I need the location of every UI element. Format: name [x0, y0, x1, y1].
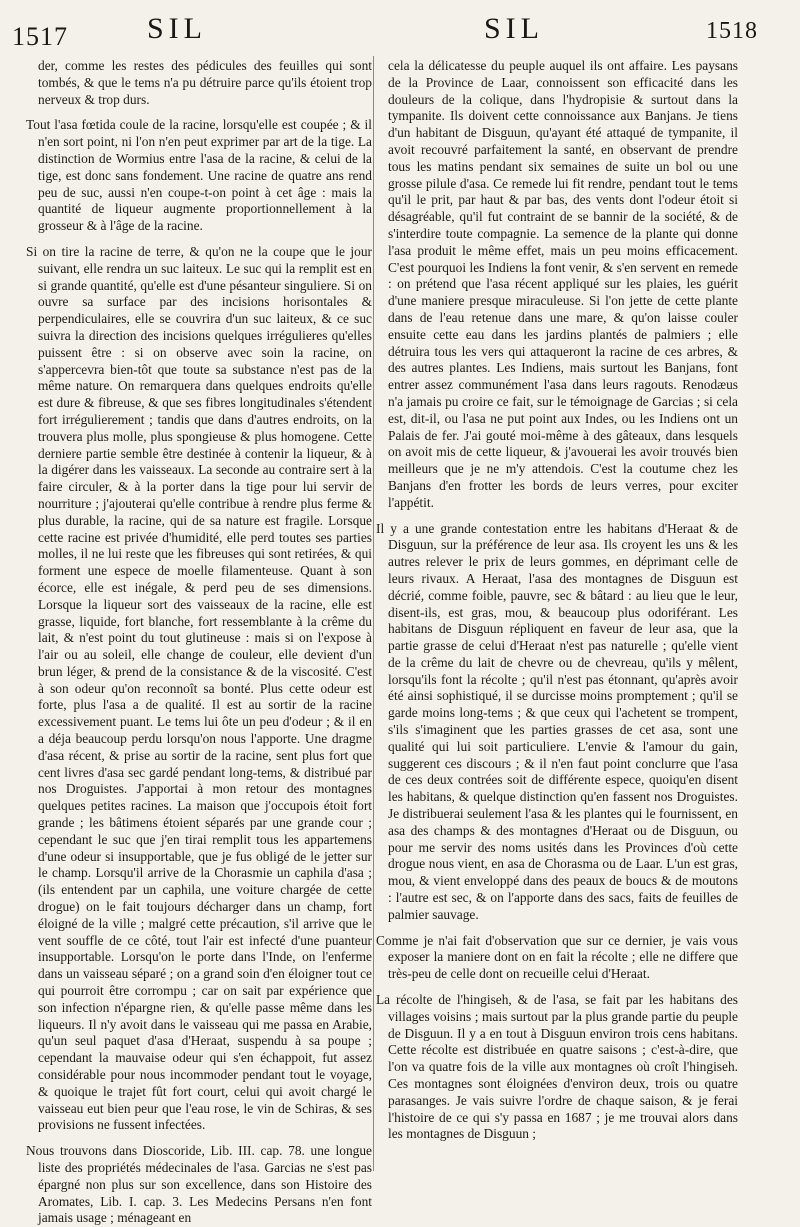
page-header: [0, 0, 800, 58]
page-number-right: 1518: [706, 18, 758, 44]
left-column: [26, 58, 372, 1226]
page-number-left: 1517: [12, 22, 68, 51]
paragraph: Si on tire la racine de terre, & qu'on ne la coupe que le jour suivant, elle rendra un suc laiteux. Le suc qui la remplit est en si grande quantité, qu'elle est d'une pésanteur singuliere. Si on ouvre sa surface par des incisions horisontales & perpendiculaires, elle se couvrira d'un suc laiteux, & ce suc suivra la direction des incisions quelques irrégulieres qu'elles puissent être : si on observe avec soin la racine, on s'appercevra bien-tôt que toute sa substance n'est pas de la même nature. On remarquera dans quelques endroits qu'elle est dure & fibreuse, & que ses fibres longitudinales s'étendent fort irrégulierement ; tandis que dans d'autres endroits, on la trouvera plus molle, plus spongieuse & plus homogene. Cette derniere partie semble être destinée à contenir la liqueur, & à la digérer dans les vaisseaux. La seconde au contraire sert à la faire circuler, & à la porter dans la tige pour lui servir de nourriture ; j'ajouterai qu'elle contribue à rendre plus ferme & plus durable, la racine, qui de sa nature est fragile. Lorsque cette racine est privée d'humidité, elle perd toutes ses parties molles, il ne lui reste que les fibreuses qui sont retirées, & qui forment une espece de moelle filamenteuse. Quant à son écorce, elle est inégale, & perd peu de ses dimensions. Lorsque la liqueur sort des vaisseaux de la racine, elle est grasse, liquide, fort blanche, fort ressemblante à la crême du lait, & n'est point du tout glutineuse : mais si on l'expose à l'air ou au soleil, elle change de couleur, elle devient d'un brun léger, & prend de la consistance & de la viscosité. C'est à son odeur qu'on reconnoît sa bonté. Plus cette odeur est forte, plus l'asa a de qualité. Il est au sortir de la racine excessivement puant. Le tems lui ôte un peu d'odeur ; & il en a déja beaucoup perdu lorsqu'on nous l'apporte. Une dragme d'asa récent, & prise au sortir de la racine, sent plus fort que cent livres d'asa sec gardé pendant long-tems, & distribué par nos Droguistes. J'apportai à mon retour des montagnes quelques petites racines. La maison que j'occupois étoit fort grande ; les bâtimens étoient séparés par une grande cour ; cependant le suc que j'en tirai remplit tous les appartemens d'une odeur si insupportable, que je fus obligé de le jetter sur le champ. Lorsqu'il arrive de la Chorasmie un caphila d'asa ; (ils entendent par un caphila, une voiture chargée de cette drogue) on le fait toujours décharger dans un champ, fort éloigné de la ville ; malgré cette précaution, s'il arrive que le vent souffle de ce côté, tout l'air est infecté d'une puanteur insupportable. Lorsqu'on le porte dans l'Inde, on l'enferme dans un vaisseau séparé ; on a grand soin d'en éloigner tout ce qui pourroit être corrompu ; car on sait par expérience que son infection n'épargne rien, & qu'elle passe même dans les liqueurs. Il n'y avoit dans le vaisseau qui me passa en Arabie, qu'un seul paquet d'asa d'Heraat, suspendu à sa poupe ; cependant la mauvaise odeur qui s'en échappoit, fut assez considérable pour nous incommoder pendant tout le voyage, & quoique le trajet fût fort court, celui qui avoit chargé le vaisseau eut bien peur que l'eau rose, le vin de Schiras, & ses provisions ne fussent infectées.: [26, 243, 372, 1133]
right-column: [376, 58, 738, 1171]
paragraph: La récolte de l'hingiseh, & de l'asa, se fait par les habitans des villages voisins ; mais surtout par la plus grande partie du peuple de Disguun. Il y a en tout à Disguun environ trois cens habitans. Cette récolte est distribuée en quatre saisons ; c'est-à-dire, que l'on va quatre fois de la ville aux montagnes où croît l'hingiseh. Ces montagnes sont éloignées d'environ deux, trois ou quatre parasanges. Je vais suivre l'ordre de chaque saison, & je ferai l'histoire de ce qui s'y passa en 1687 ; je me trouvai alors dans les montagnes de Disguun ;: [376, 992, 738, 1142]
paragraph: der, comme les restes des pédicules des feuilles qui sont tombés, & que le tems n'a pu détruire parce qu'ils étoient trop nerveux & trop durs.: [38, 58, 372, 107]
running-head-left: SIL: [147, 12, 207, 45]
paragraph: Il y a une grande contestation entre les habitans d'Heraat & de Disguun, sur la préférence de leur asa. Ils croyent les uns & les autres relever le prix de leurs gommes, en déprimant celle de leurs rivaux. A Heraat, l'asa des montagnes de Disguun est décrié, comme foible, pauvre, sec & bâtard : au lieu que le leur, disent-ils, est gras, mou, & beaucoup plus odoriférant. Les habitans de Disguun répliquent en faveur de leur asa, que la partie grasse de celui d'Heraat n'est pas naturelle ; qu'elle vient de la crême du lait de chevre ou de chevreau, qu'ils y mêlent, lorsqu'ils font la récolte ; qu'il n'est pas étonnant, qu'après avoir été ainsi sophistiqué, il se durcisse moins promptement ; qu'il se garde moins long-tems ; & que ceux qui l'achetent se trompent, s'ils s'imaginent que les parties grasses de cet asa, sont une qualité qui lui soit particuliere. L'envie & l'amour du gain, suggerent ces discours ; & il n'en faut point conclurre que l'asa de ces deux contrées soit de différente espece, quoiqu'en disent les habitans, & quelque distinction qu'en fassent nos Droguistes. Je distribuerai seulement l'asa & les plantes qui le fournissent, en asa des champs & des montagnes d'Heraat ou de Disguun, ou pour me servir des noms usités dans les Provinces d'où cette drogue nous vient, en asa de Chorasma ou de Laar. L'un est gras, mou, & vient enveloppé dans des peaux de boucs & de moutons : l'autre est sec, & on l'apporte dans des sacs, faits de feuilles de palmier sauvage.: [376, 520, 738, 922]
column-divider: [373, 56, 374, 1171]
paragraph: Nous trouvons dans Dioscoride, Lib. III. cap. 78. une longue liste des propriétés médecinales de l'asa. Garcias ne s'est pas épargné non plus sur son excellence, dans son Histoire des Aromates, Lib. I. cap. 3. Les Medecins Persans n'en font jamais usage ; ménageant en: [26, 1143, 372, 1226]
paragraph: Tout l'asa fœtida coule de la racine, lorsqu'elle est coupée ; & il n'en sort point, ni l'on n'en peut exprimer par art de la tige. La distinction de Wormius entre l'asa de la racine, & celui de la tige, est donc sans fondement. Une racine de quatre ans rend peu de suc, aussi n'en coupe-t-on point à cet âge : mais la quantité de liqueur augmente proportionnellement à la grosseur & à l'âge de la racine.: [26, 117, 372, 234]
paragraph: cela la délicatesse du peuple auquel ils ont affaire. Les paysans de la Province de Laar, connoissent son efficacité dans les douleurs de la colique, dans l'hydropisie & surtout dans la tympanite. Ils doivent cette connoissance aux Banjans. Je tiens d'un habitant de Disguun, qu'ayant été attaqué de tympanite, il avoit recouvré parfaitement la santé, en observant de prendre tous les matins pendant six semaines de suite un bol ou une grosse pilule d'asa. Ce remede lui fit rendre, pendant tout le tems qu'il le prit, par haut & par bas, des vents dont l'odeur étoit si désagréable, qu'il fut contraint de se bannir de la société, & de s'interdire toute compagnie. La semence de la plante qui donne l'asa produit le même effet, mais un peu moins efficacement. C'est pourquoi les Indiens la font venir, & s'en servent en remede : on prétend que l'asa récent appliqué sur les plaies, les guérit d'une maniere presque miraculeuse. Si l'on jette de cette plante dans de l'eau retenue dans une mare, & qu'on laisse couler ensuite cette eau dans les jardins plantés de palmiers ; elle détruira tous les vers qui attaqueront la racine de ces arbres, & des autres plantes. Les Indiens, mais surtout les Banjans, font entrer assez communément l'asa dans leurs ragouts. Renodæus n'a jamais pu croire ce fait, sur le témoignage de Garcias ; si cela est, dit-il, ou l'asa ne put point aux Indes, ou les Indiens ont un Palais de fer. J'ai gouté moi-même à des gâteaux, dans lesquels on avoit mis de cette liqueur, & j'avouerai les avoir trouvés bien meilleurs que je ne m'y attendois. C'est la coutume chez les Banjans d'en frotter les bords de leurs verres, pour exciter l'appétit.: [388, 58, 738, 510]
paragraph: Comme je n'ai fait d'observation que sur ce dernier, je vais vous exposer la maniere dont on en fait la récolte ; elle ne differe que très-peu de celle dont on recueille celui d'Heraat.: [376, 932, 738, 982]
running-head-right: SIL: [484, 12, 544, 45]
